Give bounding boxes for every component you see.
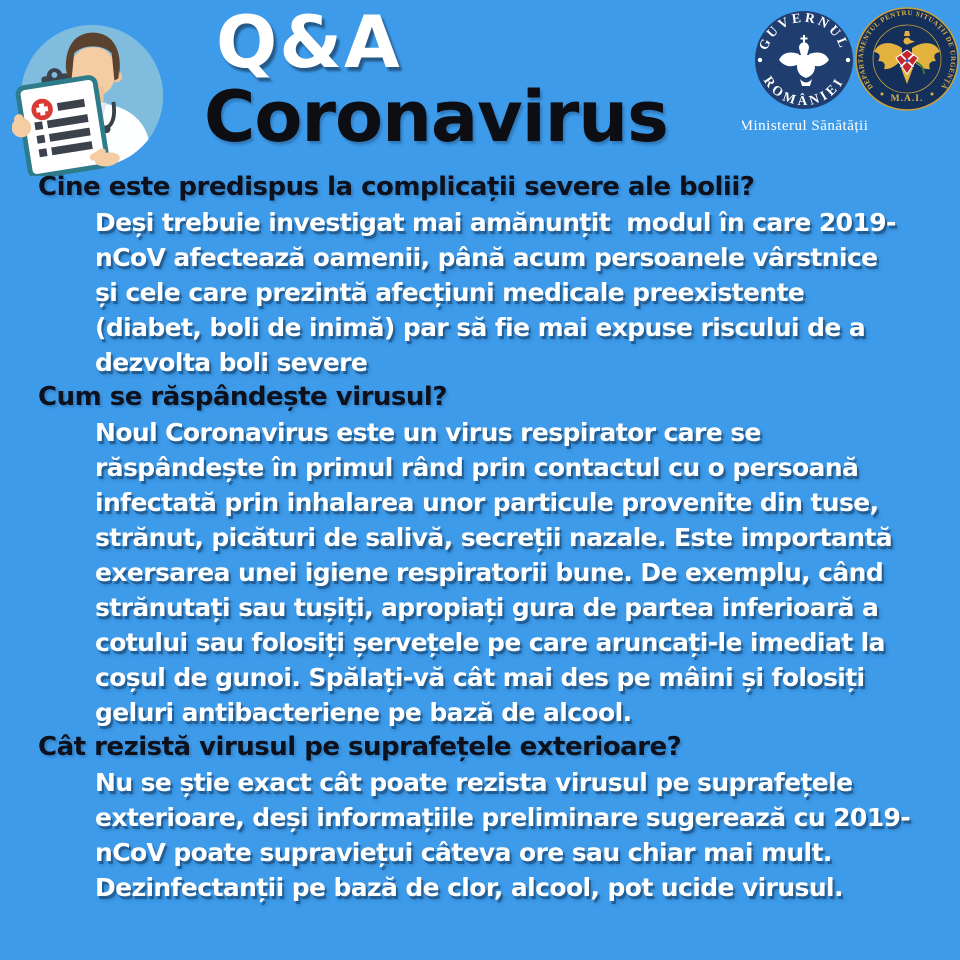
question-2: Cum se răspândește virusul? bbox=[38, 382, 447, 412]
poster-title-qa: Q&A bbox=[216, 0, 402, 84]
answer-1 bbox=[38, 205, 950, 380]
gov-seal-arc-top-label: GUVERNUL bbox=[755, 9, 853, 53]
poster-title-coronavirus: Coronavirus bbox=[204, 76, 668, 158]
answer-line: Deși trebuie investigat mai amănunțit modul în care 2019- bbox=[95, 208, 896, 237]
gov-seal-arc-bottom-label: ROMÂNIEI bbox=[760, 73, 848, 109]
answer-line: și cele care prezintă afecțiuni medicale preexistente bbox=[95, 278, 805, 307]
answer-line: (diabet, boli de inimă) par să fie mai expuse riscului de a bbox=[95, 313, 866, 342]
answer-line: nCoV afectează oamenii, până acum persoanele vârstnice bbox=[95, 243, 878, 272]
answer-line: strănut, picături de salivă, secreții nazale. Este importantă bbox=[95, 523, 893, 552]
question-3: Cât rezistă virusul pe suprafețele exterioare? bbox=[38, 732, 682, 762]
guvernul-romaniei-seal bbox=[742, 8, 870, 140]
answer-line: răspândește în primul rând prin contactul cu o persoană bbox=[95, 453, 859, 482]
qa-block-3 bbox=[38, 730, 950, 905]
qa-block-1 bbox=[38, 170, 950, 380]
answer-line: geluri antibacteriene pe bază de alcool. bbox=[95, 698, 632, 727]
answer-line: cotului sau folosiți șervețele pe care aruncați-le imediat la bbox=[95, 628, 885, 657]
answer-line: exersarea unei igiene respiratorii bune. De exemplu, când bbox=[95, 558, 884, 587]
answer-line: Noul Coronavirus este un virus respirator care se bbox=[95, 418, 761, 447]
answer-line: infectată prin inhalarea unor particule provenite din tuse, bbox=[95, 488, 879, 517]
dsu-seal-mai-label: M.A.I. bbox=[890, 94, 924, 104]
question-1: Cine este predispus la complicații severe ale bolii? bbox=[38, 172, 755, 202]
answer-line: nCoV poate supraviețui câteva ore sau chiar mai mult. bbox=[95, 838, 832, 867]
answer-2 bbox=[38, 415, 950, 730]
qa-list bbox=[38, 170, 950, 905]
answer-line: dezvolta boli severe bbox=[95, 348, 368, 377]
answer-line: exterioare, deși informațiile preliminare sugerează cu 2019- bbox=[95, 803, 911, 832]
answer-line: Nu se știe exact cât poate rezista virusul pe suprafețele bbox=[95, 768, 853, 797]
answer-line: coșul de gunoi. Spălați-vă cât mai des pe mâini și folosiți bbox=[95, 663, 865, 692]
departamentul-situatii-urgenta-seal bbox=[854, 6, 960, 114]
answer-3 bbox=[38, 765, 950, 905]
doctor-with-clipboard-icon bbox=[12, 20, 168, 176]
answer-line: strănutați sau tușiți, apropiați gura de partea inferioară a bbox=[95, 593, 879, 622]
ministry-caption: Ministerul Sănătății bbox=[742, 118, 869, 134]
answer-line: Dezinfectanții pe bază de clor, alcool, pot ucide virusul. bbox=[95, 873, 843, 902]
dsu-seal-arc-label: DEPARTAMENTUL PENTRU SITUAȚII DE URGENȚĂ bbox=[856, 8, 958, 91]
qa-block-2 bbox=[38, 380, 950, 730]
